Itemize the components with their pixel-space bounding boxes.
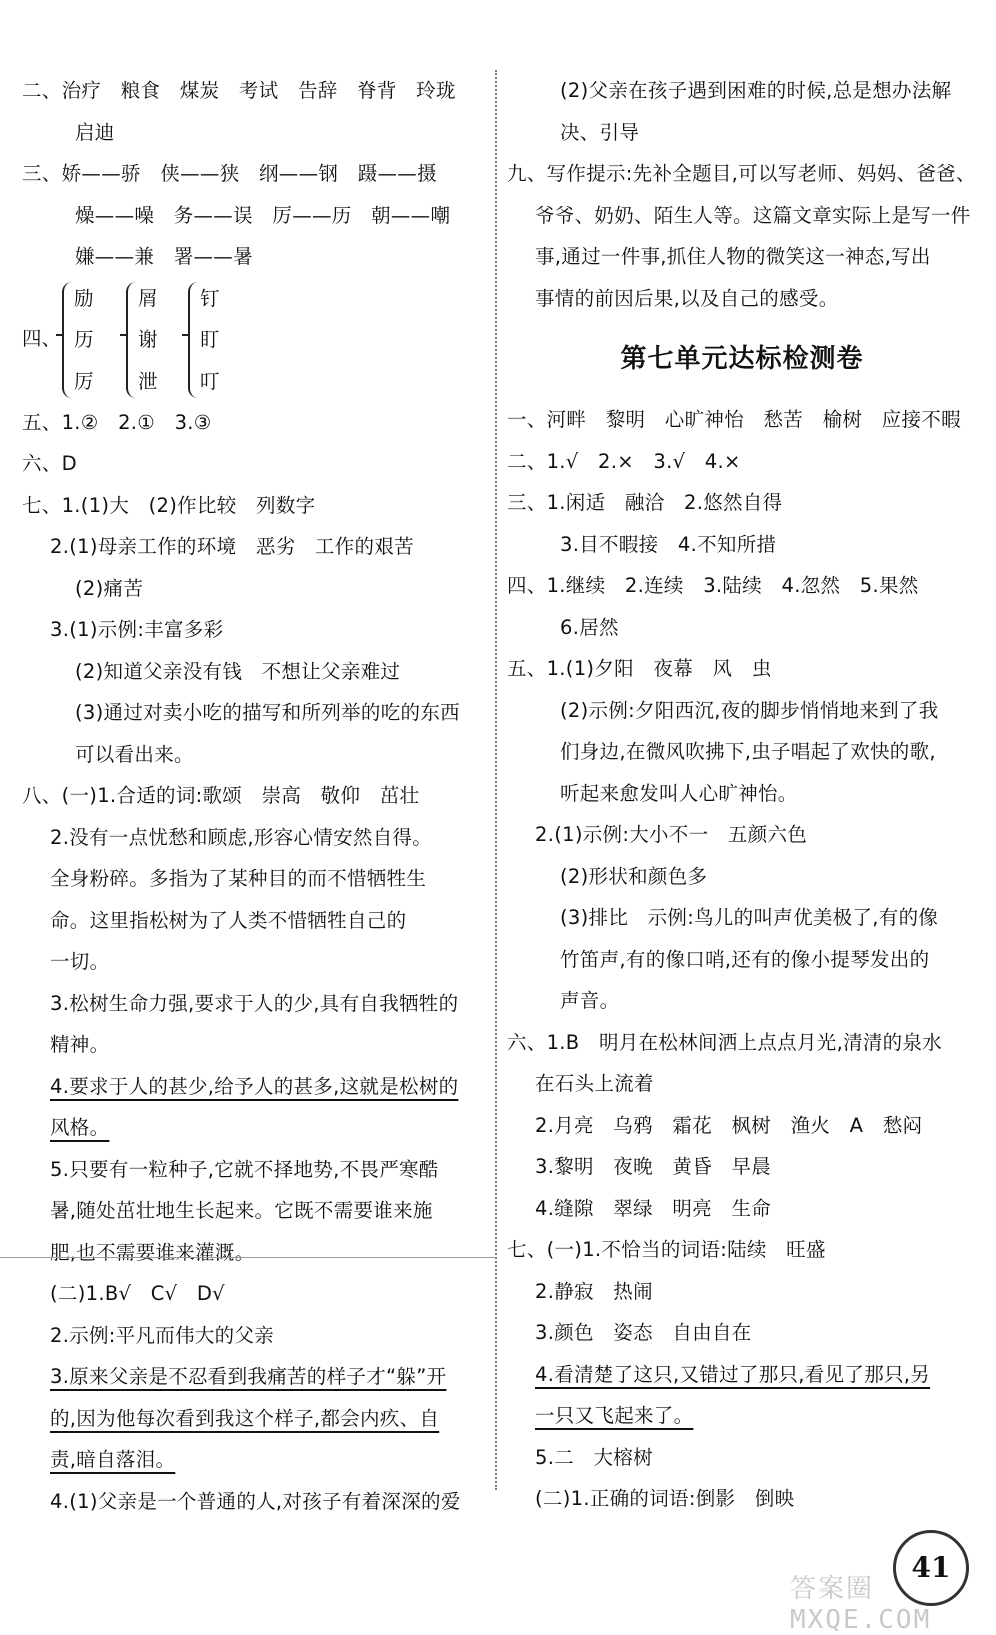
answer-line: (2)痛苦 <box>75 576 144 600</box>
answer-line: 启迪 <box>75 120 115 144</box>
answer-line: 3.(1)示例:丰富多彩 <box>50 618 224 641</box>
underlined-text: 4.看清楚了这只,又错过了那只,看见了那只,另 <box>535 1362 931 1386</box>
answer-line: (2)知道父亲没有钱 不想让父亲难过 <box>75 659 401 683</box>
answer-line: 九、写作提示:先补全题目,可以写老师、妈妈、爸爸、 <box>507 162 976 185</box>
char: 盯 <box>200 328 220 351</box>
underlined-text: 责,暗自落泪。 <box>50 1448 176 1471</box>
char-stack-1 <box>74 278 94 403</box>
page-number: 41 <box>893 1530 969 1606</box>
answer-line: (3)排比 示例:鸟儿的叫声优美极了,有的像 <box>560 906 939 929</box>
answer-line: 竹笛声,有的像口哨,还有的像小提琴发出的 <box>560 947 930 971</box>
answer-line-underlined <box>22 1066 492 1108</box>
char: 钉 <box>200 286 220 310</box>
answer-line: 事,通过一件事,抓住人物的微笑这一神态,写出 <box>535 245 931 268</box>
answer-line: 精神。 <box>50 1033 110 1056</box>
answer-line: 暑,随处茁壮地生长起来。它既不需要谁来施 <box>50 1199 433 1222</box>
brace-icon <box>188 282 200 398</box>
char: 叮 <box>200 369 220 393</box>
answer-line: 五、1.② 2.① 3.③ <box>22 410 212 434</box>
char: 厉 <box>74 369 94 393</box>
answer-line: 全身粉碎。多指为了某种目的而不惜牺牲生 <box>50 867 427 890</box>
answer-line: (3)通过对卖小吃的描写和所列举的吃的东西 <box>75 701 460 724</box>
answer-line-underlined <box>22 1439 492 1481</box>
brace-icon <box>126 282 138 398</box>
answer-line: 可以看出来。 <box>75 742 194 766</box>
answer-line: (二)1.B√ C√ D√ <box>50 1282 225 1305</box>
answer-line-underlined <box>22 1356 492 1398</box>
underlined-text: 4.要求于人的甚少,给予人的甚多,这就是松树的 <box>50 1074 459 1098</box>
answer-line-underlined <box>22 1107 492 1149</box>
answer-line: 四、1.继续 2.连续 3.陆续 4.忽然 5.果然 <box>507 574 919 597</box>
underlined-text: 一只又飞起来了。 <box>535 1404 694 1427</box>
left-column <box>22 70 492 1522</box>
answer-line: 三、娇——骄 侠——狭 纲——钢 蹑——摄 <box>22 162 437 185</box>
answer-line: (2)父亲在孩子遇到困难的时候,总是想办法解 <box>560 79 952 102</box>
right-column <box>507 70 977 1520</box>
unit-title: 第七单元达标检测卷 <box>620 344 864 374</box>
underlined-text: 的,因为他每次看到我这个样子,都会内疚、自 <box>50 1406 440 1430</box>
answer-line: 6.居然 <box>560 615 619 639</box>
char: 历 <box>74 328 94 351</box>
answer-line: 3.目不暇接 4.不知所措 <box>560 532 777 556</box>
answer-line: 声音。 <box>560 989 620 1012</box>
answer-line: 肥,也不需要谁来灌溉。 <box>50 1240 255 1264</box>
answer-line: 2.(1)示例:大小不一 五颜六色 <box>535 823 808 846</box>
answer-line: 一、河畔 黎明 心旷神怡 愁苦 榆树 应接不暇 <box>507 408 961 431</box>
answer-line: 们身边,在微风吹拂下,虫子唱起了欢快的歌, <box>560 740 936 763</box>
watermark-logo: 答案圈 MXQE.COM <box>790 1574 932 1635</box>
group-label: 四、 <box>22 326 62 350</box>
char: 泄 <box>138 369 158 393</box>
brace-icon <box>62 282 74 398</box>
answer-line: 事情的前因后果,以及自己的感受。 <box>535 286 839 310</box>
answer-line: 嫌——兼 署——暑 <box>75 245 253 268</box>
answer-line: 六、1.B 明月在松林间洒上点点月光,清清的泉水 <box>507 1030 943 1054</box>
answer-line: 爷爷、奶奶、陌生人等。这篇文章实际上是写一件 <box>535 203 971 227</box>
answer-line: 2.示例:平凡而伟大的父亲 <box>50 1323 275 1347</box>
char: 励 <box>74 286 94 310</box>
answer-line: 5.二 大榕树 <box>535 1445 653 1469</box>
answer-line: 2.没有一点忧愁和顾虑,形容心情安然自得。 <box>50 825 433 849</box>
answer-line: (2)示例:夕阳西沉,夜的脚步悄悄地来到了我 <box>560 698 939 722</box>
scan-artifact-line <box>0 1257 496 1258</box>
answer-line: 七、1.(1)大 (2)作比较 列数字 <box>22 493 316 517</box>
answer-line: 决、引导 <box>560 120 640 144</box>
answer-line: 三、1.闲适 融洽 2.悠然自得 <box>507 491 783 514</box>
answer-line: 2.静寂 热闹 <box>535 1279 653 1303</box>
answer-line-underlined <box>507 1354 977 1396</box>
underlined-text: 3.原来父亲是不忍看到我痛苦的样子才“躲”开 <box>50 1365 447 1388</box>
answer-line: 2.(1)母亲工作的环境 恶劣 工作的艰苦 <box>50 535 414 558</box>
answer-line: 六、D <box>22 452 77 475</box>
answer-line: 3.颜色 姿态 自由自在 <box>535 1321 752 1344</box>
answer-line: (2)形状和颜色多 <box>560 864 708 888</box>
column-divider <box>495 70 497 1490</box>
answer-line-underlined <box>22 1398 492 1440</box>
answer-line: 命。这里指松树为了人类不惜牺牲自己的 <box>50 908 407 932</box>
answer-line: 4.缝隙 翠绿 明亮 生命 <box>535 1196 772 1220</box>
char-stack-3 <box>200 278 220 403</box>
answer-line: 七、(一)1.不恰当的词语:陆续 旺盛 <box>507 1238 826 1261</box>
answer-line: 八、(一)1.合适的词:歌颂 崇高 敬仰 茁壮 <box>22 784 420 807</box>
answer-line: 二、治疗 粮食 煤炭 考试 告辞 脊背 玲珑 <box>22 79 456 102</box>
char: 屑 <box>138 286 158 310</box>
answer-line: (二)1.正确的词语:倒影 倒映 <box>535 1487 795 1510</box>
underlined-text: 风格。 <box>50 1116 110 1139</box>
answer-line: 5.只要有一粒种子,它就不择地势,不畏严寒酷 <box>50 1157 439 1181</box>
answer-line: 五、1.(1)夕阳 夜幕 风 虫 <box>507 657 772 680</box>
answer-line: 2.月亮 乌鸦 霜花 枫树 渔火 A 愁闷 <box>535 1113 923 1137</box>
answer-line: 3.松树生命力强,要求于人的少,具有自我牺牲的 <box>50 991 459 1015</box>
answer-line: 3.黎明 夜晚 黄昏 早晨 <box>535 1155 772 1178</box>
answer-line: 4.(1)父亲是一个普通的人,对孩子有着深深的爱 <box>50 1489 461 1513</box>
bracket-group-four <box>22 278 492 402</box>
char-stack-2 <box>138 278 158 403</box>
answer-line: 在石头上流着 <box>535 1072 654 1095</box>
answer-line-underlined <box>507 1395 977 1437</box>
char: 谢 <box>138 328 158 351</box>
answer-line: 燥——噪 务——误 厉——历 朝——嘲 <box>75 203 451 227</box>
answer-line: 听起来愈发叫人心旷神怡。 <box>560 781 798 805</box>
answer-line: 二、1.√ 2.× 3.√ 4.× <box>507 449 741 473</box>
answer-line: 一切。 <box>50 950 110 973</box>
